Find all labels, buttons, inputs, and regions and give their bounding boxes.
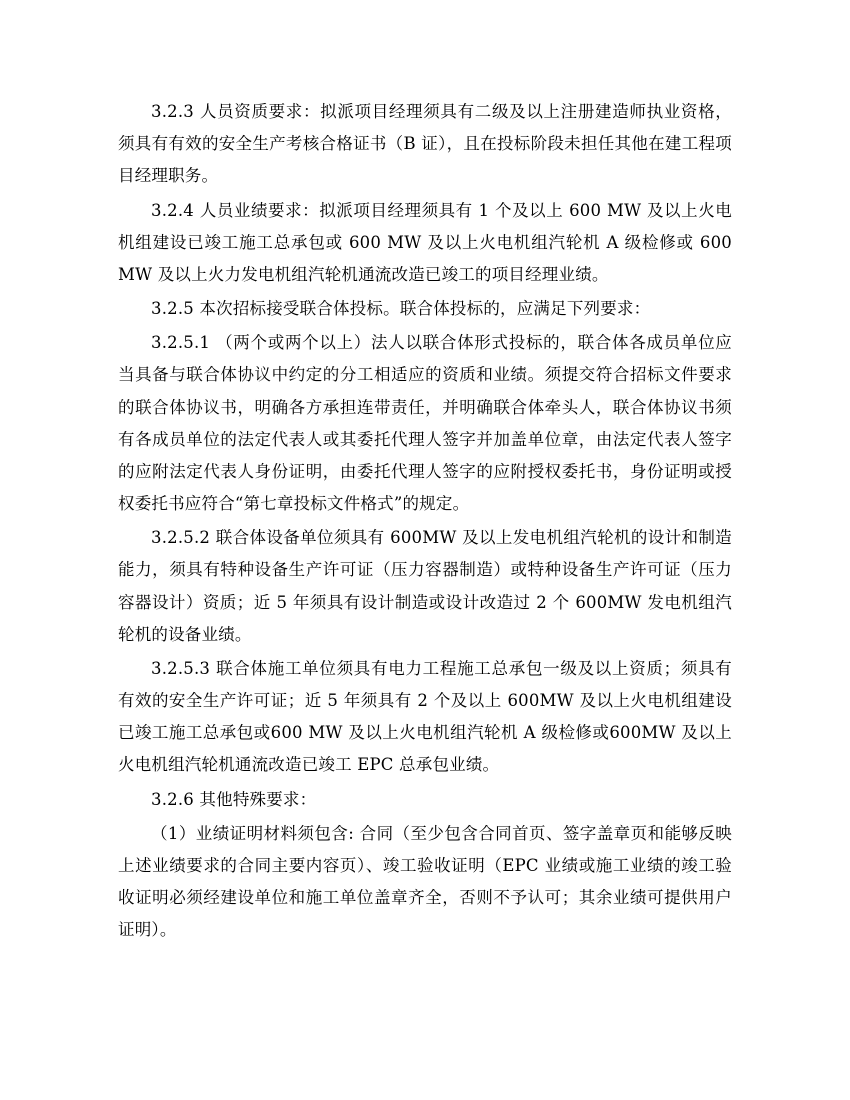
paragraph-3-2-5: 3.2.5 本次招标接受联合体投标。联合体投标的，应满足下列要求： <box>151 299 651 319</box>
paragraph-3-2-4: 3.2.4 人员业绩要求：拟派项目经理须具有 1 个及以上 600 MW 及以上火电机组建设已竣工施工总承包或 600 MW 及以上火电机组汽轮机 A 级检修或 600 MW 及以上火力发电机组汽轮机通流改造已竣工的项目经理业绩。 <box>118 200 732 284</box>
paragraph-3-2-5-2: 3.2.5.2 联合体设备单位须具有 600MW 及以上发电机组汽轮机的设计和制造能力，须具有特种设备生产许可证（压力容器制造）或特种设备生产许可证（压力容器设计）资质；近 5 年须具有设计制造或设计改造过 2 个 600MW 发电机组汽轮机的设备业绩。 <box>118 528 732 644</box>
paragraph-3-2-6: 3.2.6 其他特殊要求： <box>151 789 317 809</box>
paragraph-3-2-6-item-1: （1）业绩证明材料须包含: 合同（至少包含合同首页、签字盖章页和能够反映上述业绩要求的合同主要内容页）、竣工验收证明（EPC 业绩或施工业绩的竣工验收证明必须经建设单位和施工单位盖章齐全，否则不予认可；其余业绩可提供用户证明）。 <box>118 823 732 940</box>
paragraph-3-2-5-1: 3.2.5.1 （两个或两个以上）法人以联合体形式投标的，联合体各成员单位应当具备与联合体协议中约定的分工相适应的资质和业绩。须提交符合招标文件要求的联合体协议书，明确各方承担连带责任，并明确联合体牵头人，联合体协议书须有各成员单位的法定代表人或其委托代理人签字并加盖单位章，由法定代表人签字的应附法定代表人身份证明，由委托代理人签字的应附授权委托书，身份证明或授权委托书应符合“第七章投标文件格式”的规定。 <box>118 333 732 514</box>
paragraph-3-2-3: 3.2.3 人员资质要求：拟派项目经理须具有二级及以上注册建造师执业资格，须具有有效的安全生产考核合格证书（B 证），且在投标阶段未担任其他在建工程项目经理职务。 <box>118 102 732 186</box>
paragraph-3-2-5-3: 3.2.5.3 联合体施工单位须具有电力工程施工总承包一级及以上资质；须具有有效的安全生产许可证；近 5 年须具有 2 个及以上 600MW 及以上火电机组建设已竣工施工总承包或600 MW 及以上火电机组汽轮机 A 级检修或600MW 及以上火电机组汽轮机通流改造已竣工 EPC 总承包业绩。 <box>118 658 732 775</box>
document-body <box>118 96 732 946</box>
